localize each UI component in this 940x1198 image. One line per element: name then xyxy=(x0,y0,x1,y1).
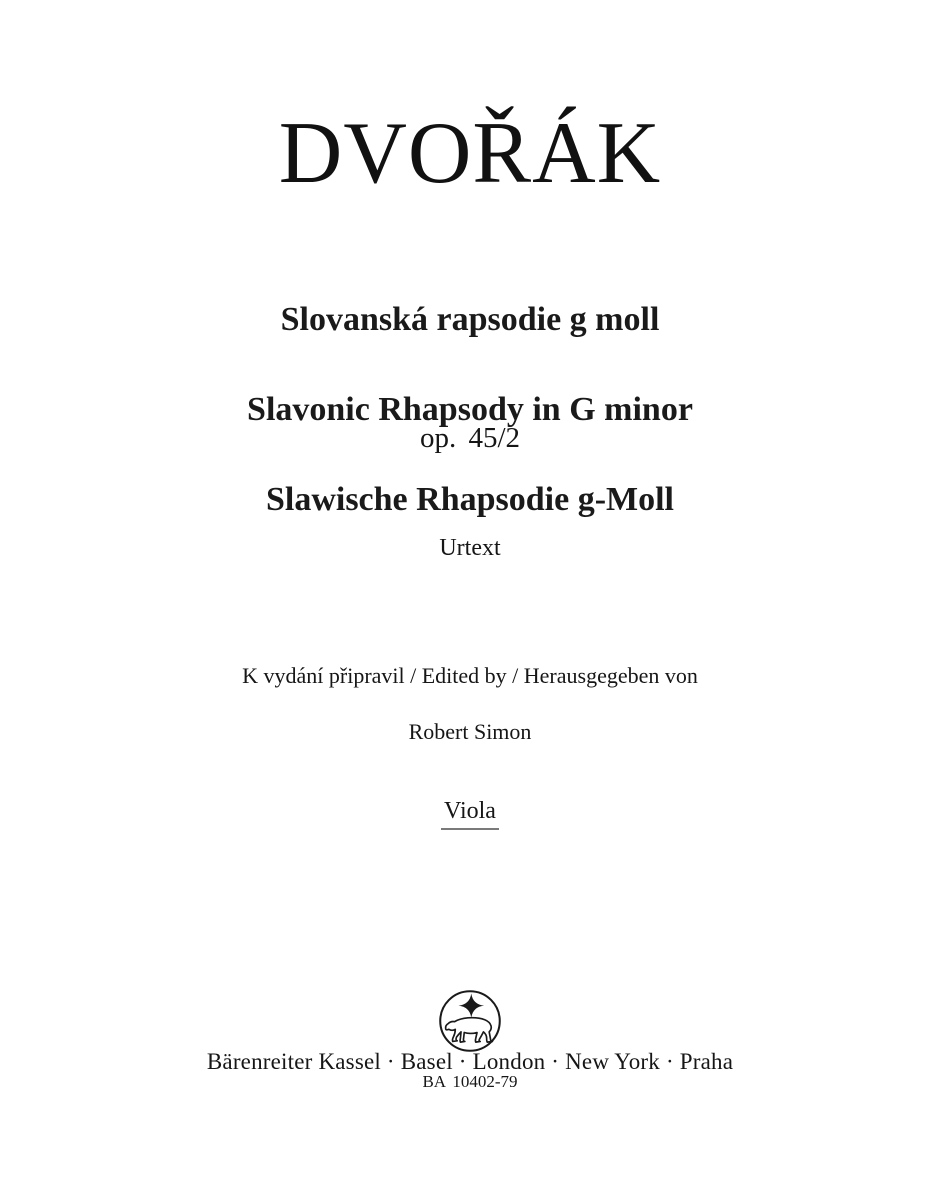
composer-name: DVOŘÁK xyxy=(278,105,662,202)
bear-icon xyxy=(446,1018,493,1042)
baerenreiter-logo-icon xyxy=(438,989,502,1053)
work-title-german: Slawische Rhapsodie g-Moll xyxy=(265,481,675,518)
part-name: Viola xyxy=(441,799,499,830)
opus-number: op. 45/2 xyxy=(419,422,521,454)
part-label xyxy=(0,775,940,830)
publisher-logo xyxy=(0,971,940,1037)
work-title-czech: Slovanská rapsodie g moll xyxy=(280,301,660,338)
editor-block xyxy=(0,634,940,774)
urtext-label: Urtext xyxy=(439,535,501,561)
publisher-imprint: Bärenreiter Kassel · Basel · London · New York · Praha xyxy=(206,1049,734,1074)
work-title-block xyxy=(0,252,940,567)
work-title-english: Slavonic Rhapsody in G minor xyxy=(247,391,693,428)
star-icon xyxy=(458,993,484,1017)
editor-name: Robert Simon xyxy=(408,719,532,744)
catalog-number: BA 10402-79 xyxy=(422,1072,518,1091)
editor-credit: K vydání připravil / Edited by / Herausgegeben von xyxy=(242,663,698,688)
